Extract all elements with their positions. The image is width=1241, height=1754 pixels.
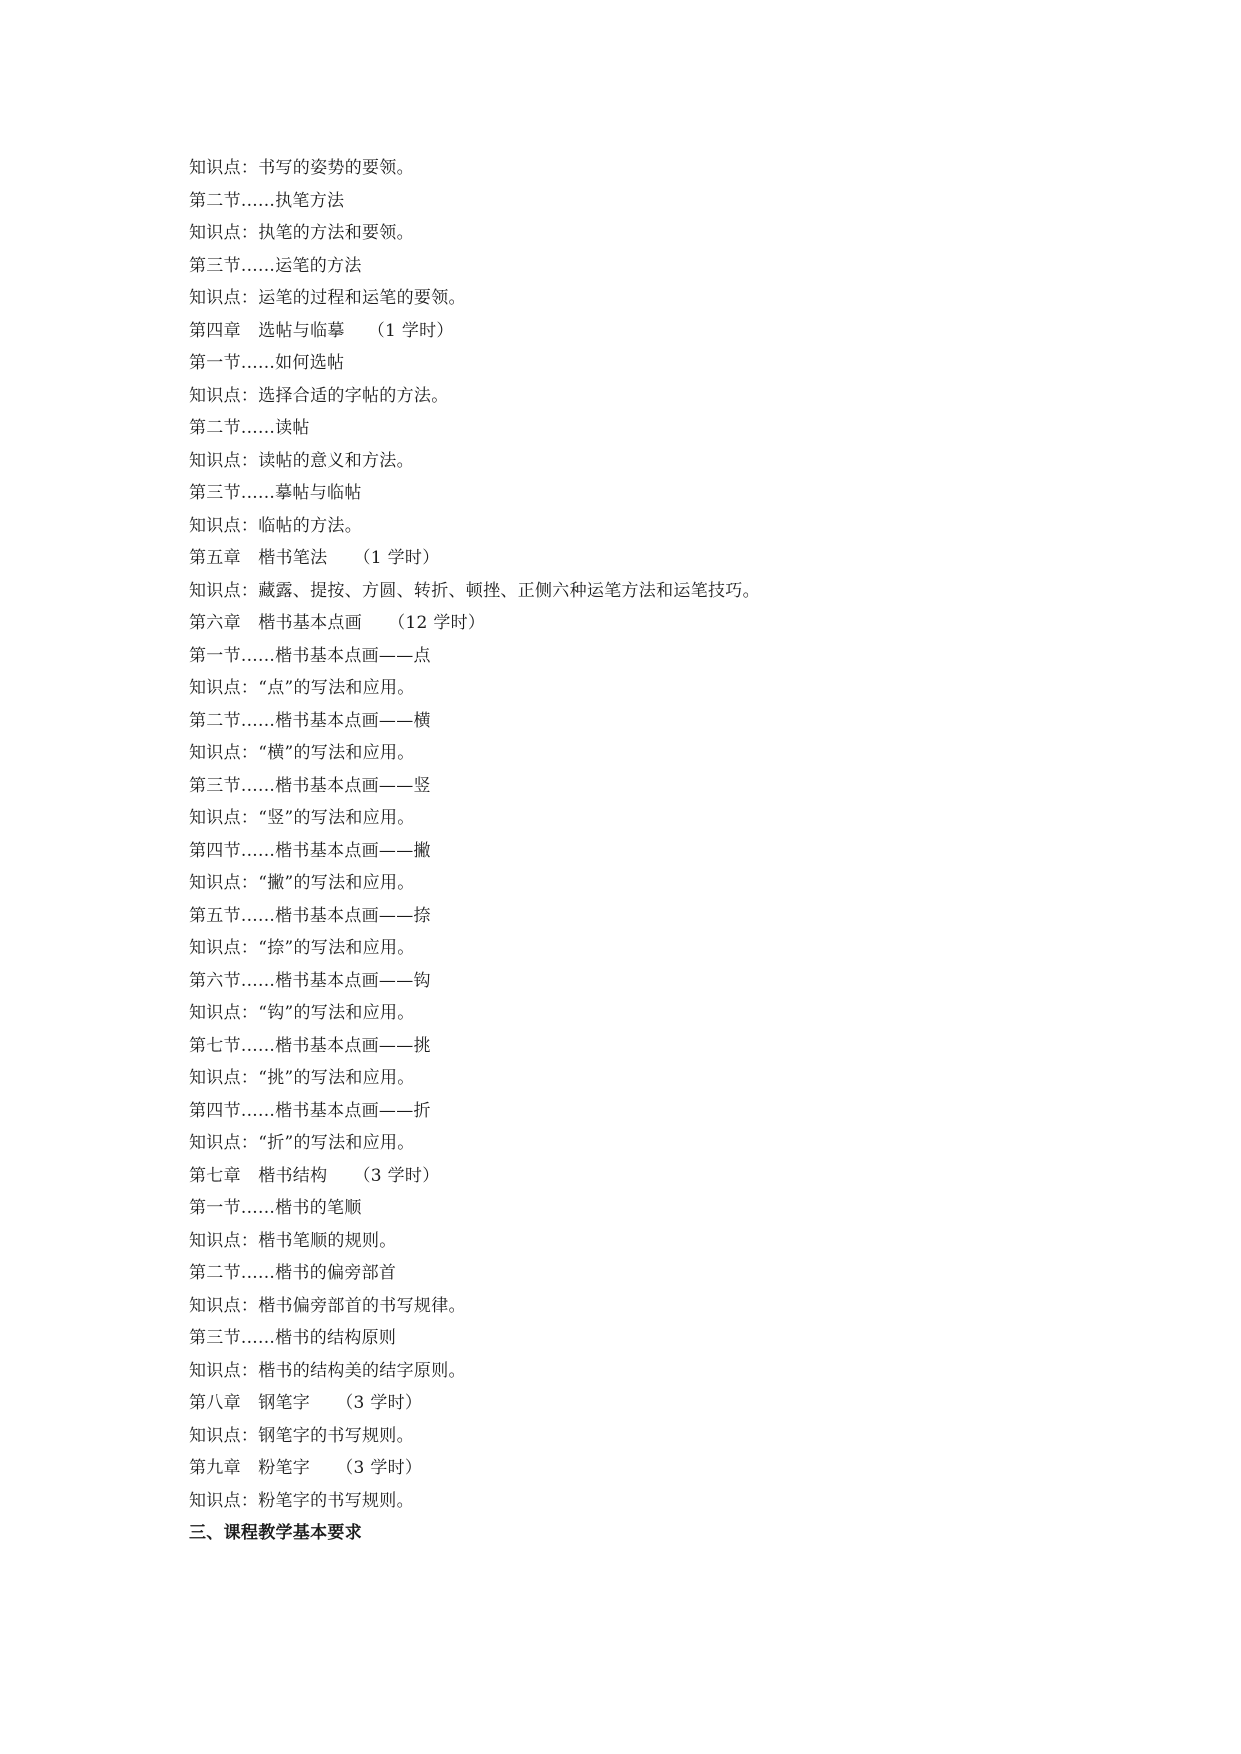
chapter-line: 第八章 钢笔字 （3 学时）	[189, 1393, 423, 1413]
chapter-line: 第九章 粉笔字 （3 学时）	[189, 1458, 423, 1478]
chapter-line: 第五章 楷书笔法 （1 学时）	[189, 548, 440, 568]
knowledge-point-line: 知识点：“挑”的写法和应用。	[189, 1068, 415, 1088]
knowledge-point-line: 知识点：“捺”的写法和应用。	[189, 938, 415, 958]
section-line: 第六节......楷书基本点画——钩	[189, 970, 431, 991]
knowledge-point-line: 知识点：“钩”的写法和应用。	[189, 1003, 415, 1023]
knowledge-point-line: 知识点：藏露、提按、方圆、转折、顿挫、正侧六种运笔方法和运笔技巧。	[189, 580, 760, 601]
chapter-line: 第四章 选帖与临摹 （1 学时）	[189, 320, 454, 341]
knowledge-point-line: 知识点：读帖的意义和方法。	[189, 450, 414, 471]
section-line: 第三节......楷书的结构原则	[189, 1328, 397, 1348]
chapter-line: 第七章 楷书结构 （3 学时）	[189, 1165, 440, 1186]
section-line: 第二节......读帖	[189, 418, 310, 438]
section-line: 第二节......楷书基本点画——横	[189, 710, 431, 731]
syllabus-content	[189, 152, 1149, 1550]
knowledge-point-line: 知识点：执笔的方法和要领。	[189, 223, 414, 243]
section-line: 第三节......楷书基本点画——竖	[189, 775, 431, 796]
section-line: 第七节......楷书基本点画——挑	[189, 1035, 431, 1056]
knowledge-point-line: 知识点：楷书笔顺的规则。	[189, 1230, 397, 1251]
knowledge-point-line: 知识点：临帖的方法。	[189, 515, 362, 536]
knowledge-point-line: 知识点：钢笔字的书写规则。	[189, 1425, 414, 1446]
section-line: 第二节......执笔方法	[189, 190, 345, 211]
section-line: 第一节......楷书基本点画——点	[189, 645, 431, 666]
knowledge-point-line: 知识点：书写的姿势的要领。	[189, 158, 414, 178]
section-line: 第二节......楷书的偏旁部首	[189, 1263, 397, 1283]
knowledge-point-line: 知识点：“点”的写法和应用。	[189, 678, 415, 698]
knowledge-point-line: 知识点：楷书偏旁部首的书写规律。	[189, 1295, 466, 1316]
section-line: 第四节......楷书基本点画——撇	[189, 840, 431, 861]
section-line: 第四节......楷书基本点画——折	[189, 1100, 431, 1121]
section-line: 第五节......楷书基本点画——捺	[189, 905, 431, 926]
chapter-line: 第六章 楷书基本点画 （12 学时）	[189, 613, 486, 633]
knowledge-point-line: 知识点：“竖”的写法和应用。	[189, 808, 415, 828]
section-heading: 三、课程教学基本要求	[189, 1523, 362, 1543]
section-line: 第一节......楷书的笔顺	[189, 1198, 362, 1218]
knowledge-point-line: 知识点：运笔的过程和运笔的要领。	[189, 288, 466, 308]
knowledge-point-line: 知识点：选择合适的字帖的方法。	[189, 385, 449, 406]
knowledge-point-line: 知识点：“横”的写法和应用。	[189, 743, 415, 763]
section-line: 第三节......摹帖与临帖	[189, 483, 362, 503]
knowledge-point-line: 知识点：粉笔字的书写规则。	[189, 1490, 414, 1511]
knowledge-point-line: 知识点：楷书的结构美的结字原则。	[189, 1360, 466, 1381]
knowledge-point-line: 知识点：“折”的写法和应用。	[189, 1133, 415, 1153]
section-line: 第一节......如何选帖	[189, 353, 345, 373]
section-line: 第三节......运笔的方法	[189, 255, 362, 276]
knowledge-point-line: 知识点：“撇”的写法和应用。	[189, 873, 415, 893]
